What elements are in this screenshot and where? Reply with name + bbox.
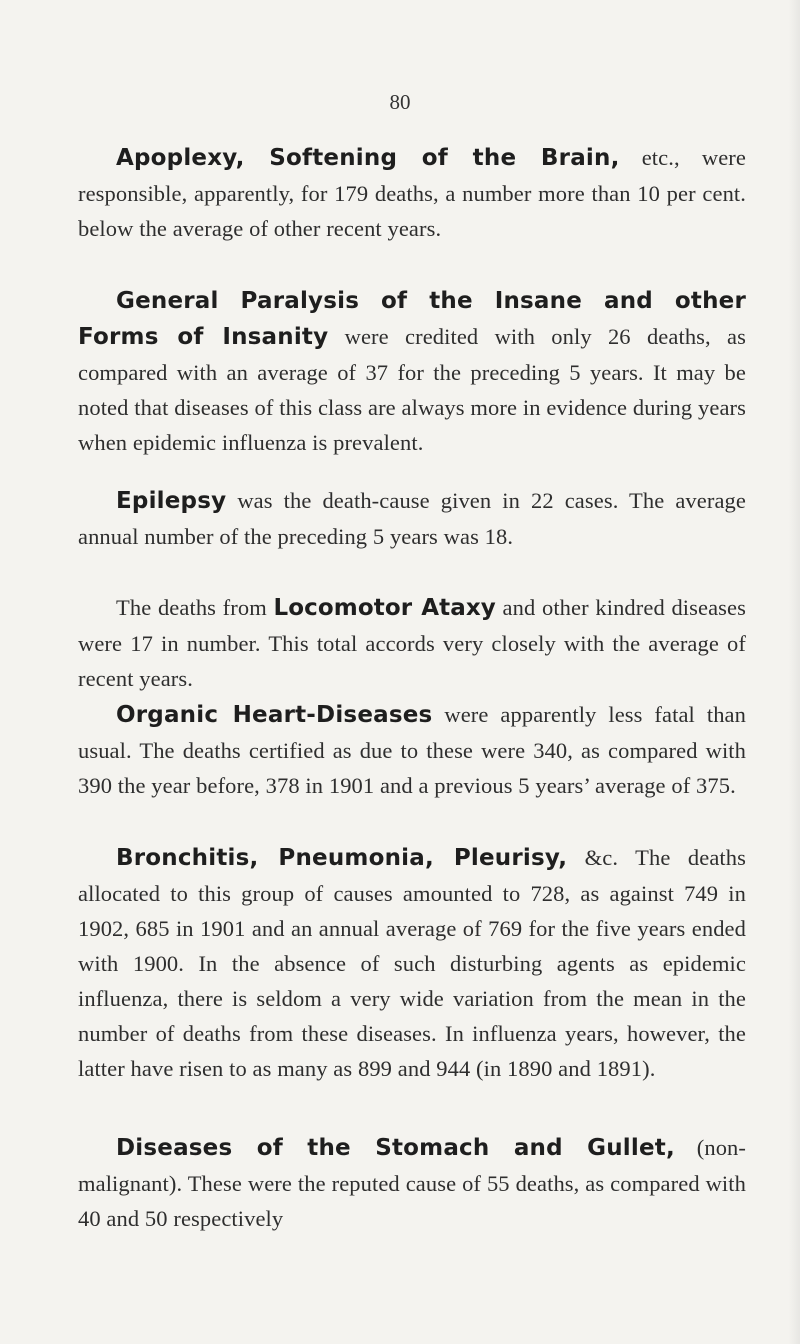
paragraph-bronchitis: [78, 840, 746, 1086]
paragraph-heading: Organic Heart-Diseases: [116, 702, 433, 728]
paragraph-heading: Diseases of the Stomach and Gullet,: [116, 1135, 675, 1161]
paragraph-heart-diseases: [78, 697, 746, 803]
paragraph-body: (non-malignant). These were the reputed cause of 55 deaths, as compared with 40 and 50 respectively: [78, 1135, 746, 1231]
paragraph-intro: The deaths from: [116, 595, 274, 620]
paragraph-heading: Bronchitis, Pneumonia, Pleurisy,: [116, 845, 568, 871]
paragraph-heading: Apoplexy, Softening of the Brain,: [116, 145, 620, 171]
paragraph-body: were credited with only 26 deaths, as compared with an average of 37 for the preceding 5 years. It may be noted that diseases of this class are always more in evidence during years when epidemic influenza is prevalent.: [78, 324, 746, 455]
paragraph-apoplexy: [78, 140, 746, 246]
page-edge-shadow: [788, 0, 800, 1344]
paragraph-heading: Epilepsy: [116, 488, 227, 514]
paragraph-body: etc., were responsible, apparently, for 179 deaths, a number more than 10 per cent. below the average of other recent years.: [78, 145, 746, 241]
paragraph-stomach-gullet: [78, 1130, 746, 1236]
paragraph-body: and other kindred diseases were 17 in number. This total accords very closely with the average of recent years.: [78, 595, 746, 691]
paragraph-heading: Locomotor Ataxy: [273, 595, 496, 621]
paragraph-body: were apparently less fatal than usual. The deaths certified as due to these were 340, as compared with 390 the year before, 378 in 1901 and a previous 5 years’ average of 375.: [78, 702, 746, 798]
paragraph-body: was the death-cause given in 22 cases. The average annual number of the preceding 5 years was 18.: [78, 488, 746, 549]
paragraph-body: &c. The deaths allocated to this group of causes amounted to 728, as against 749 in 1902, 685 in 1901 and an annual average of 769 for the five years ended with 1900. In the absence of such disturbing agents as epidemic influenza, there is seldom a very wide variation from the mean in the number of deaths from these diseases. In influenza years, however, the latter have risen to as many as 899 and 944 (in 1890 and 1891).: [78, 845, 746, 1081]
paragraph-epilepsy: [78, 483, 746, 554]
page-number: 80: [389, 90, 411, 114]
paragraph-heading: General Paralysis of the Insane and other Forms of Insanity: [78, 288, 746, 350]
paragraph-general-paralysis: [78, 283, 746, 460]
paragraph-locomotor-ataxy: [78, 590, 746, 696]
